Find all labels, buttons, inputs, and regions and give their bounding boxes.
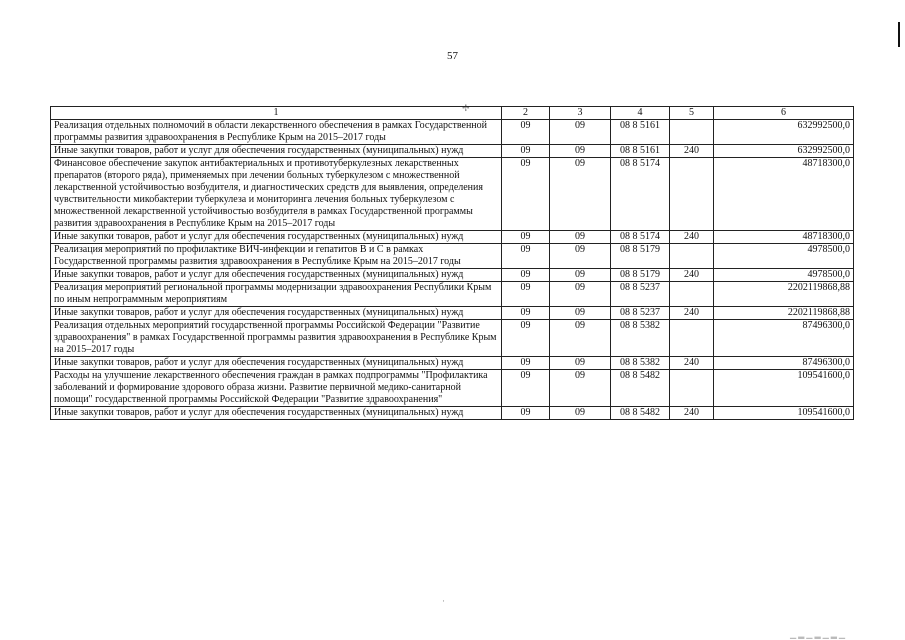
row-expense-type	[670, 244, 714, 269]
row-expense-type	[670, 158, 714, 231]
row-description: Иные закупки товаров, работ и услуг для обеспечения государственных (муниципальных) нужд	[51, 357, 502, 370]
row-target-code: 08 8 5237	[611, 307, 670, 320]
row-amount: 2202119868,88	[714, 282, 854, 307]
table-row	[51, 269, 854, 282]
row-amount: 109541600,0	[714, 407, 854, 420]
row-amount: 2202119868,88	[714, 307, 854, 320]
row-subsection-code: 09	[550, 158, 611, 231]
table-row	[51, 357, 854, 370]
table-row	[51, 282, 854, 307]
table-row	[51, 370, 854, 407]
table-row	[51, 244, 854, 269]
row-amount: 4978500,0	[714, 269, 854, 282]
row-section-code: 09	[502, 231, 550, 244]
row-target-code: 08 8 5382	[611, 357, 670, 370]
row-section-code: 09	[502, 307, 550, 320]
footer-scribble: ▁▂▁▂▁▂▁	[790, 630, 848, 639]
header-cell: 5	[670, 107, 714, 120]
row-target-code: 08 8 5179	[611, 269, 670, 282]
row-expense-type: 240	[670, 357, 714, 370]
row-subsection-code: 09	[550, 120, 611, 145]
row-section-code: 09	[502, 244, 550, 269]
table-row	[51, 320, 854, 357]
row-subsection-code: 09	[550, 357, 611, 370]
row-description: Реализация отдельных мероприятий государственной программы Российской Федерации "Развитие здравоохранения" в рамках Государственной программы развития здравоохранения в Республике Крым на 2015–2017 годы	[51, 320, 502, 357]
row-section-code: 09	[502, 357, 550, 370]
table-row	[51, 120, 854, 145]
row-section-code: 09	[502, 269, 550, 282]
row-subsection-code: 09	[550, 320, 611, 357]
row-subsection-code: 09	[550, 407, 611, 420]
row-expense-type: 240	[670, 231, 714, 244]
row-description: Расходы на улучшение лекарственного обеспечения граждан в рамках подпрограммы "Профилактика заболеваний и формирование здорового образа жизни. Развитие первичной медико-санитарной помощи" государственной программы Российской Федерации "Развитие здравоохранения"	[51, 370, 502, 407]
page-number: 57	[447, 50, 458, 62]
margin-rule	[898, 22, 900, 47]
row-target-code: 08 8 5174	[611, 158, 670, 231]
row-expense-type: 240	[670, 145, 714, 158]
header-cell: 6	[714, 107, 854, 120]
row-target-code: 08 8 5382	[611, 320, 670, 357]
row-target-code: 08 8 5161	[611, 145, 670, 158]
row-expense-type	[670, 370, 714, 407]
row-section-code: 09	[502, 158, 550, 231]
row-target-code: 08 8 5482	[611, 407, 670, 420]
row-subsection-code: 09	[550, 231, 611, 244]
scan-dot-icon: ·	[442, 596, 445, 606]
row-amount: 109541600,0	[714, 370, 854, 407]
table-row	[51, 231, 854, 244]
table-row	[51, 158, 854, 231]
row-description: Иные закупки товаров, работ и услуг для обеспечения государственных (муниципальных) нужд	[51, 407, 502, 420]
row-target-code: 08 8 5179	[611, 244, 670, 269]
row-expense-type	[670, 120, 714, 145]
table-row	[51, 307, 854, 320]
row-description: Иные закупки товаров, работ и услуг для обеспечения государственных (муниципальных) нужд	[51, 269, 502, 282]
row-description: Финансовое обеспечение закупок антибактериальных и противотуберкулезных лекарственных препаратов (второго ряда), применяемых при лечении больных туберкулезом с множественной лекарственной устойчивостью возбудителя, и диагностических средств для выявления, определения чувствительности микобактерии туберкулеза и мониторинга лечения больных туберкулезом с множественной лекарственной устойчивостью возбудителя в рамках Государственной программы развития здравоохранения в Республике Крым на 2015–2017 годы	[51, 158, 502, 231]
header-cell: 3	[550, 107, 611, 120]
row-section-code: 09	[502, 120, 550, 145]
header-cell: 4	[611, 107, 670, 120]
header-cell: 1	[51, 107, 502, 120]
row-amount: 87496300,0	[714, 320, 854, 357]
row-description: Иные закупки товаров, работ и услуг для обеспечения государственных (муниципальных) нужд	[51, 307, 502, 320]
header-cell: 2	[502, 107, 550, 120]
row-amount: 4978500,0	[714, 244, 854, 269]
row-target-code: 08 8 5161	[611, 120, 670, 145]
row-subsection-code: 09	[550, 307, 611, 320]
row-amount: 87496300,0	[714, 357, 854, 370]
table-header-row	[51, 107, 854, 120]
row-description: Иные закупки товаров, работ и услуг для обеспечения государственных (муниципальных) нужд	[51, 231, 502, 244]
row-section-code: 09	[502, 282, 550, 307]
row-description: Иные закупки товаров, работ и услуг для обеспечения государственных (муниципальных) нужд	[51, 145, 502, 158]
row-target-code: 08 8 5482	[611, 370, 670, 407]
row-description: Реализация мероприятий по профилактике ВИЧ-инфекции и гепатитов В и С в рамках Государственной программы развития здравоохранения в Республике Крым на 2015–2017 годы	[51, 244, 502, 269]
row-subsection-code: 09	[550, 282, 611, 307]
row-section-code: 09	[502, 370, 550, 407]
row-target-code: 08 8 5174	[611, 231, 670, 244]
row-description: Реализация отдельных полномочий в области лекарственного обеспечения в рамках Государственной программы развития здравоохранения в Республике Крым на 2015–2017 годы	[51, 120, 502, 145]
row-amount: 48718300,0	[714, 158, 854, 231]
row-amount: 632992500,0	[714, 145, 854, 158]
row-target-code: 08 8 5237	[611, 282, 670, 307]
table-row	[51, 407, 854, 420]
row-subsection-code: 09	[550, 244, 611, 269]
row-amount: 632992500,0	[714, 120, 854, 145]
row-expense-type	[670, 320, 714, 357]
row-section-code: 09	[502, 320, 550, 357]
row-expense-type: 240	[670, 307, 714, 320]
row-section-code: 09	[502, 407, 550, 420]
row-expense-type: 240	[670, 407, 714, 420]
row-expense-type: 240	[670, 269, 714, 282]
row-subsection-code: 09	[550, 370, 611, 407]
row-subsection-code: 09	[550, 145, 611, 158]
table-row	[51, 145, 854, 158]
row-amount: 48718300,0	[714, 231, 854, 244]
budget-table	[50, 106, 854, 420]
row-section-code: 09	[502, 145, 550, 158]
row-description: Реализация мероприятий региональной программы модернизации здравоохранения Республики Крым по иным непрограммным мероприятиям	[51, 282, 502, 307]
scan-mark-icon: ✢	[462, 103, 470, 113]
row-subsection-code: 09	[550, 269, 611, 282]
row-expense-type	[670, 282, 714, 307]
